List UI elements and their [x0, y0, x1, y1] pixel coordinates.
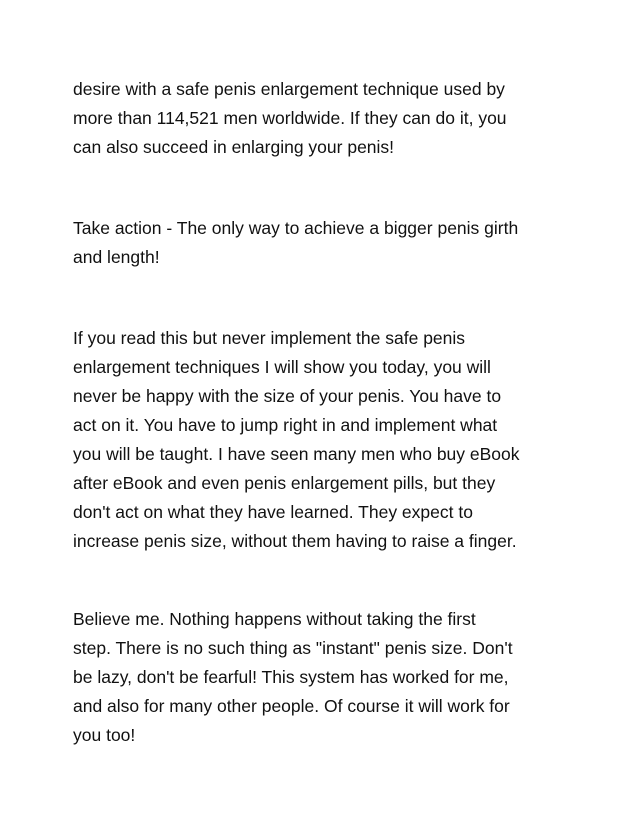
paragraph-line: enlargement techniques I will show you today, you will — [73, 357, 491, 377]
paragraph-line: act on it. You have to jump right in and implement what — [73, 415, 498, 435]
paragraph-line: you too! — [73, 725, 136, 745]
paragraph-line: don't act on what they have learned. They expect to — [73, 502, 473, 522]
paragraph-line: and also for many other people. Of course it will work for — [73, 696, 510, 716]
paragraph-line: If you read this but never implement the safe penis — [73, 328, 466, 348]
paragraph-line: more than 114,521 men worldwide. If they can do it, you — [73, 108, 507, 128]
paragraph-3 — [73, 324, 573, 556]
paragraph-line: you will be taught. I have seen many men who buy eBook — [73, 444, 520, 464]
paragraph-line: be lazy, don't be fearful! This system has worked for me, — [73, 667, 509, 687]
paragraph-4 — [73, 605, 573, 750]
paragraph-line: can also succeed in enlarging your penis! — [73, 137, 395, 157]
paragraph-line: desire with a safe penis enlargement technique used by — [73, 79, 505, 99]
paragraph-line: step. There is no such thing as "instant" penis size. Don't — [73, 638, 513, 658]
paragraph-line: Believe me. Nothing happens without taking the first — [73, 609, 476, 629]
paragraph-line: after eBook and even penis enlargement pills, but they — [73, 473, 496, 493]
paragraph-2 — [73, 214, 573, 272]
paragraph-line: and length! — [73, 247, 160, 267]
paragraph-line: increase penis size, without them having to raise a finger. — [73, 531, 517, 551]
paragraph-1 — [73, 75, 573, 162]
paragraph-line: Take action - The only way to achieve a bigger penis girth — [73, 218, 519, 238]
paragraph-line: never be happy with the size of your penis. You have to — [73, 386, 502, 406]
